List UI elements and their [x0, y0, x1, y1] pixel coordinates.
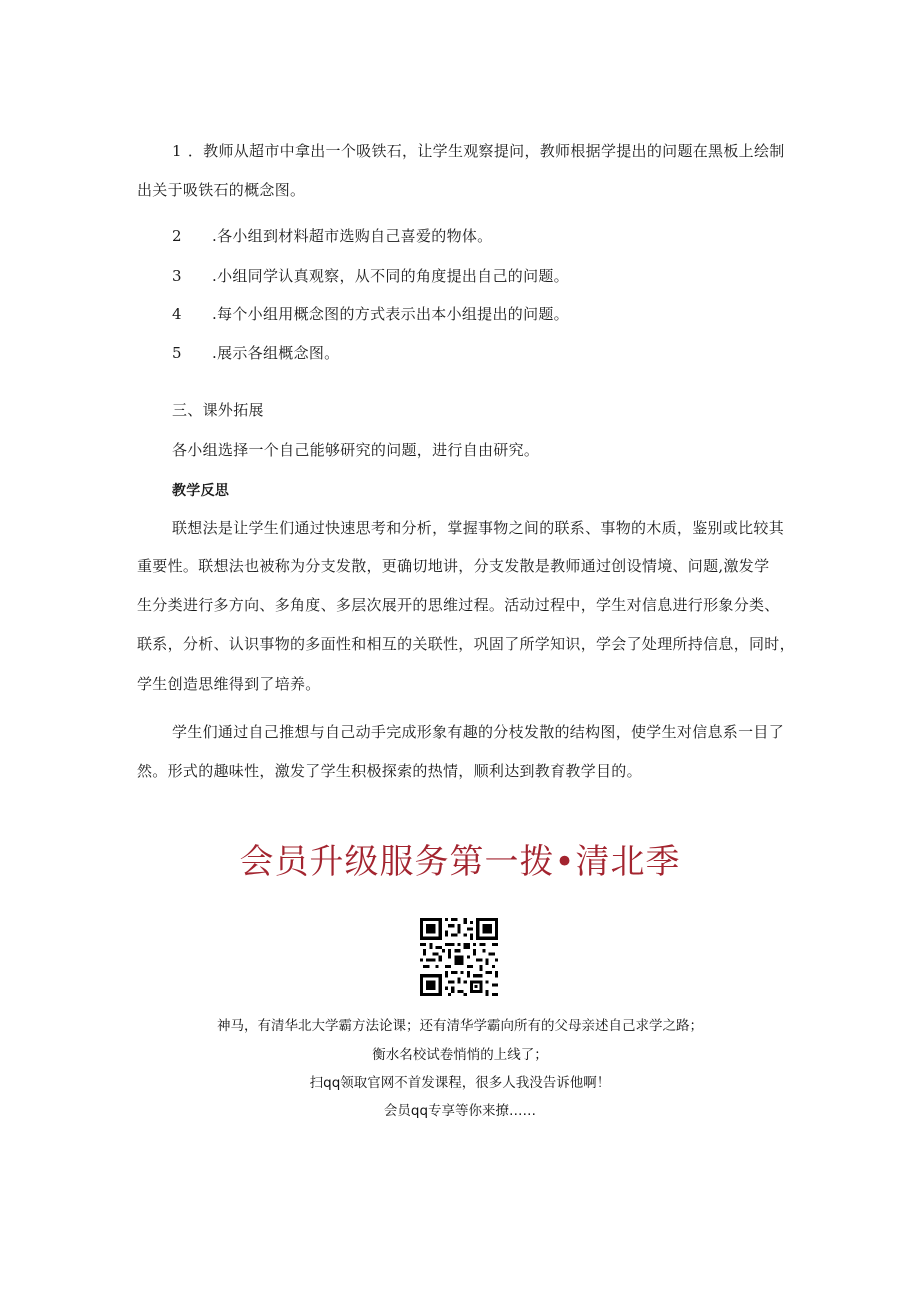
promo-line-3: 扫qq领取官网不首发课程，很多人我没告诉他啊！ — [309, 1075, 611, 1091]
reflection-heading: 教学反思 — [172, 483, 230, 499]
step-5 — [172, 343, 339, 363]
reflection-para1-line2: 重要性。联想法也被称为分支发散，更确切地讲，分支发散是教师通过创设情境、问题,激发学 — [137, 557, 770, 575]
qr-code-icon[interactable] — [420, 918, 498, 996]
step-text: .小组同学认真观察，从不同的角度提出自己的问题。 — [212, 267, 569, 285]
section-heading-extension: 三、课外拓展 — [172, 401, 264, 419]
step-number: 3 — [172, 267, 182, 285]
reflection-para1-line5: 学生创造思维得到了培养。 — [137, 675, 321, 693]
step-number: 2 — [172, 227, 182, 245]
step-4 — [172, 304, 569, 324]
step-1 — [172, 141, 785, 161]
promo-line-2: 衡水名校试卷悄悄的上线了； — [372, 1047, 548, 1063]
step-text: .展示各组概念图。 — [212, 344, 340, 362]
step-number: 1 — [172, 142, 182, 160]
step-text: ．教师从超市中拿出一个吸铁石，让学生观察提问，教师根据学提出的问题在黑板上绘制 — [187, 142, 785, 160]
step-text: .每个小组用概念图的方式表示出本小组提出的问题。 — [212, 305, 569, 323]
step-text: .各小组到材料超市选购自己喜爱的物体。 — [212, 227, 493, 245]
step-2 — [172, 226, 492, 246]
promo-line-4: 会员qq专享等你来撩…… — [383, 1103, 537, 1119]
step-number: 5 — [172, 344, 182, 362]
reflection-para2-line2: 然。形式的趣味性，激发了学生积极探索的热情，顺利达到教育教学目的。 — [137, 762, 642, 780]
section-extension-text: 各小组选择一个自己能够研究的问题，进行自由研究。 — [172, 441, 540, 459]
promo-banner-title: 会员升级服务第一拨•清北季 — [239, 842, 681, 882]
step-1-continuation: 出关于吸铁石的概念图。 — [137, 181, 306, 199]
step-number: 4 — [172, 305, 182, 323]
reflection-para1-line4: 联系，分析、认识事物的多面性和相互的关联性，巩固了所学知识，学会了处理所持信息，同时， — [137, 635, 795, 653]
reflection-para1-line3: 生分类进行多方向、多角度、多层次展开的思维过程。活动过程中，学生对信息进行形象分类、 — [137, 596, 780, 614]
step-3 — [172, 266, 569, 286]
reflection-para2-line1: 学生们通过自己推想与自己动手完成形象有趣的分枝发散的结构图，使学生对信息系一目了 — [172, 723, 785, 741]
reflection-para1-line1: 联想法是让学生们通过快速思考和分析，掌握事物之间的联系、事物的木质，鉴别或比较其 — [172, 519, 785, 537]
promo-line-1: 神马，有清华北大学霸方法论课；还有清华学霸向所有的父母亲述自己求学之路； — [217, 1018, 703, 1034]
